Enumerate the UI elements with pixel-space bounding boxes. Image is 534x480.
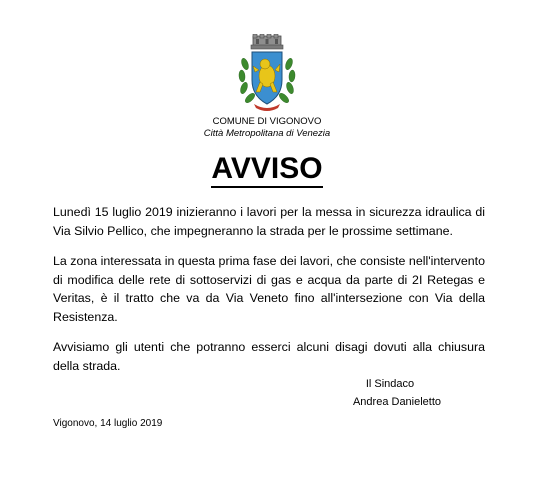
place-date: Vigonovo, 14 luglio 2019 <box>53 418 163 429</box>
municipality-header <box>0 116 534 140</box>
notice-paragraph-2: La zona interessata in questa prima fase dei lavori, che consiste nell'intervento di modifica delle rete di sottoservizi di gas e acqua da parte di 2I Retegas e Veritas, è il tratto che va da Via Veneto fino all'intersezione con Via della Resistenza. <box>53 254 485 324</box>
municipality-name: COMUNE DI VIGONOVO <box>212 116 322 127</box>
region-name: Città Metropolitana di Venezia <box>203 128 331 139</box>
crown-icon <box>251 34 283 49</box>
signature-role: Il Sindaco <box>365 378 415 390</box>
notice-body <box>53 203 485 375</box>
signature-name: Andrea Danieletto <box>352 396 442 408</box>
signature-block <box>300 375 480 411</box>
notice-title <box>0 150 534 188</box>
notice-title-text: AVVISO <box>211 152 322 188</box>
notice-paragraph-1: Lunedì 15 luglio 2019 inizieranno i lavori per la messa in sicurezza idraulica di Via Silvio Pellico, che impegneranno la strada per le prossime settimane. <box>53 205 485 238</box>
coat-of-arms-icon <box>236 34 298 114</box>
notice-paragraph-3: Avvisiamo gli utenti che potranno esserci alcuni disagi dovuti alla chiusura della strada. <box>53 340 485 373</box>
